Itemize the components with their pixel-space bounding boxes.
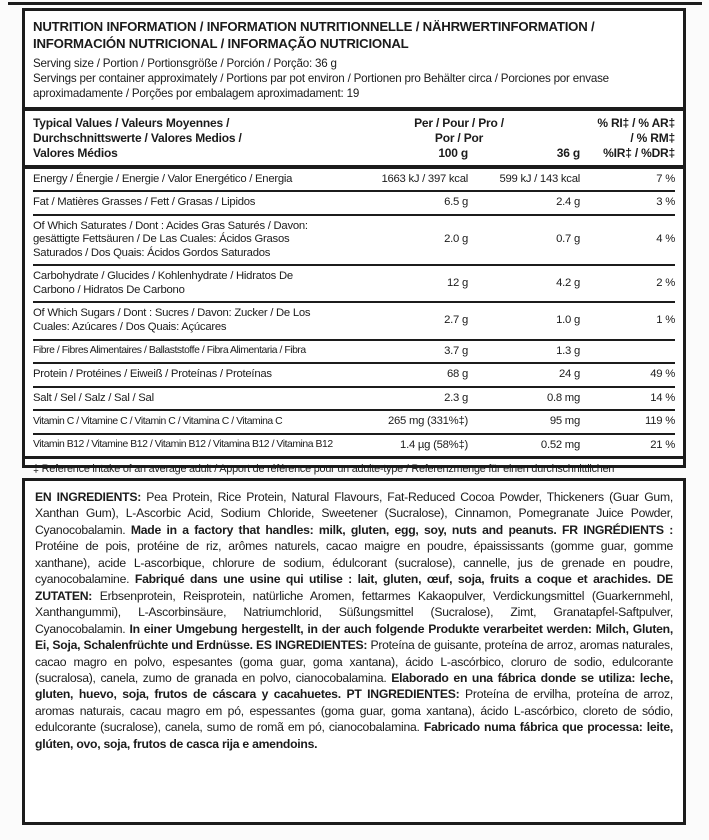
ingredient-segment: Proteína de guisante, proteína de arroz, aromas naturales, cacao magro en polvo, espesantes (goma guar, goma xantana), ácido L-ascórbico, cloruro de sodio, edulcorante (sucralosa), canela, zumo de granada en polvo, cianocobalamina.	[35, 638, 673, 685]
text-line: Por / Por	[434, 130, 484, 145]
table-row	[33, 386, 675, 410]
serving-info	[25, 56, 683, 107]
row-label: Of Which Sugars / Dont : Sucres / Davon: Zucker / De Los Cuales: Azúcares / Dos Quais: Açúcares	[33, 307, 311, 334]
panel-title	[25, 11, 683, 56]
table-row	[33, 409, 675, 433]
ingredient-segment: PT INGREDIENTES:	[346, 687, 466, 702]
header-col-100g: 100 g	[438, 145, 468, 160]
ingredients-panel	[22, 478, 686, 825]
text-line: Durchschnittswerte / Valores Medios /	[33, 130, 242, 145]
table-row	[33, 433, 675, 457]
row-label: Fat / Matières Grasses / Fett / Grasas / Lipidos	[33, 196, 256, 209]
value-per-36g: 0.7 g	[556, 233, 580, 246]
nutrition-table	[25, 169, 683, 457]
servings-per-container: Servings per container approximately / Portions par pot environ / Portionen pro Behälter circa / Porciones por envase aproximadamente / Porções por embalagem aproximadament: 19	[33, 71, 609, 100]
value-per-100g: 12 g	[447, 277, 468, 290]
ingredient-segment: Protéine de pois, protéine de riz, arômes naturels, cacao maigre en poudre, épaississants (gomme guar, gomme xanthane), acide L-ascorbique, chlorure de sodium, édulcorant (sucralose), cannelle, jus de grenade en poudre, cyanocobalamine.	[35, 539, 673, 587]
value-per-36g: 0.8 mg	[546, 391, 580, 404]
value-per-100g: 1663 kJ / 397 kcal	[381, 172, 468, 185]
ingredient-segment: Proteína de ervilha, proteína de arroz, aromas naturais, cacau magro em pó, espessantes (goma guar, goma xantana), ácido L-ascórbico, cloreto de sódio, edulcorante (sucralose), canela, sumo de romã em pó, cianocobalamina.	[35, 687, 674, 735]
table-row	[33, 301, 675, 338]
value-ri-pct: 3 %	[656, 196, 675, 209]
text-line: % RI‡ / % AR‡	[597, 116, 675, 131]
table-row	[33, 362, 675, 386]
value-per-100g: 2.7 g	[444, 314, 468, 327]
value-ri-pct: 2 %	[656, 277, 675, 290]
ingredient-segment: Fabricado numa fábrica que processa: leite, glúten, ovo, soja, frutos de casca rija e amendoins.	[35, 720, 674, 751]
value-per-36g: 0.52 mg	[540, 438, 580, 451]
row-label: Vitamin B12 / Vitamine B12 / Vitamin B12 / Vitamina B12 / Vitamina B12	[33, 439, 333, 451]
text-line: Per / Pour / Pro /	[414, 116, 504, 131]
header-per-lines	[338, 116, 580, 146]
ingredients-text	[25, 481, 683, 758]
value-per-36g: 95 mg	[549, 415, 580, 428]
value-ri-pct: 1 %	[656, 314, 675, 327]
value-ri-pct: 4 %	[656, 233, 675, 246]
text-line: NUTRITION INFORMATION / INFORMATION NUTRITIONNELLE / NÄHRWERTINFORMATION /	[33, 19, 595, 34]
value-per-36g: 599 kJ / 143 kcal	[499, 172, 580, 185]
row-label: Vitamin C / Vitamine C / Vitamin C / Vitamina C / Vitamina C	[33, 415, 283, 427]
row-label: Fibre / Fibres Alimentaires / Ballaststoffe / Fibra Alimentaria / Fibra	[33, 345, 306, 357]
ingredient-segment: Erbsenprotein, Reisprotein, natürliche Aromen, fettarmes Kakaopulver, Verdickungsmittel (Guarkernmehl, Xanthangummi), L-Ascorbinsäure, Natriumchlorid, Süßungsmittel (Sucralose), Zimt, Granatapfel-Saftpulver, Cyanocobalamin.	[35, 588, 673, 636]
table-row	[33, 169, 675, 191]
row-label: Of Which Saturates / Dont : Acides Gras Saturés / Davon: gesättigte Fettsäuren / De Las Cuales: Ácidos Grasos Saturados / Dos Quais: Ácidos Gordos Saturados	[33, 219, 308, 259]
value-ri-pct: 7 %	[656, 172, 675, 185]
ingredient-segment: Made in a factory that handles: milk, gluten, egg, soy, nuts and peanuts.	[130, 522, 563, 537]
table-header	[25, 111, 683, 165]
text-line: %IR‡ / %DR‡	[603, 145, 675, 160]
row-label: Salt / Sel / Salz / Sal / Sal	[33, 391, 154, 404]
row-label: Energy / Énergie / Energie / Valor Energético / Energia	[33, 172, 293, 185]
header-reference-intake	[580, 116, 675, 161]
ingredient-segment: EN INGREDIENTS:	[35, 490, 147, 504]
value-per-100g: 2.3 g	[444, 391, 468, 404]
value-ri-pct: 21 %	[650, 438, 675, 451]
table-row	[33, 214, 675, 265]
header-col-36g: 36 g	[556, 145, 580, 160]
value-per-36g: 1.3 g	[556, 344, 580, 357]
ingredient-segment: Elaborado en una fábrica donde se utiliza: leche, gluten, huevo, soja, frutos de cáscara y cacahuetes.	[35, 670, 673, 702]
reference-footnote: ‡ Reference intake of an average adult / Apport de référence pour un adulte-type / Referenzmenge für einen durchschnittlichen	[33, 463, 615, 476]
serving-size: Serving size / Portion / Portionsgröße / Porción / Porção: 36 g	[33, 56, 337, 70]
value-ri-pct: 119 %	[645, 415, 675, 428]
value-per-100g: 68 g	[447, 368, 468, 381]
value-per-100g: 6.5 g	[444, 196, 468, 209]
text-line: Typical Values / Valeurs Moyennes /	[33, 116, 230, 131]
value-per-36g: 24 g	[559, 368, 580, 381]
ingredient-segment: Pea Protein, Rice Protein, Natural Flavours, Fat-Reduced Cocoa Powder, Thickeners (Guar Gum, Xanthan Gum), L-Ascorbic Acid, Sodium Chloride, Sweetener (Sucralose), Cinnamon, Pomegranate Juice Powder, Cyanocobalamin.	[35, 490, 673, 537]
value-per-100g: 1.4 µg (58%‡)	[400, 438, 468, 451]
ingredient-segment: FR INGRÉDIENTS :	[562, 522, 673, 537]
label-edge-line	[8, 2, 702, 5]
header-typical-values	[33, 116, 338, 161]
ingredient-segment: Fabriqué dans une usine qui utilise : lait, gluten, œuf, soja, fruits a coque et arachides.	[134, 572, 657, 587]
value-per-100g: 2.0 g	[444, 233, 468, 246]
value-per-100g: 265 mg (331%‡)	[387, 415, 468, 428]
ingredient-segment: In einer Umgebung hergestellt, in der auch folgende Produkte verarbeitet werden: Milch, Gluten, Ei, Soja, Schalenfrüchte und Erdnüsse.	[35, 621, 674, 653]
row-label: Protein / Protéines / Eiweiß / Proteínas / Proteínas	[33, 368, 272, 381]
ingredient-segment: ES INGREDIENTES:	[255, 638, 371, 653]
nutrition-panel	[22, 8, 686, 476]
value-per-100g: 3.7 g	[444, 344, 468, 357]
text-line: / % RM‡	[630, 130, 675, 145]
value-ri-pct: 14 %	[650, 391, 675, 404]
text-line: Valores Médios	[33, 145, 118, 160]
table-row	[33, 264, 675, 301]
value-per-36g: 4.2 g	[556, 277, 580, 290]
value-per-36g: 2.4 g	[556, 196, 580, 209]
ingredient-segment: DE ZUTATEN:	[35, 572, 673, 603]
table-row	[33, 190, 675, 214]
value-per-36g: 1.0 g	[556, 314, 580, 327]
text-line: INFORMACIÓN NUTRICIONAL / INFORMAÇÃO NUTRICIONAL	[33, 36, 409, 52]
table-row	[33, 339, 675, 363]
row-label: Carbohydrate / Glucides / Kohlenhydrate / Hidratos De Carbono / Hidratos De Carbono	[33, 270, 293, 296]
header-per-columns	[338, 116, 580, 161]
value-ri-pct: 49 %	[650, 368, 675, 381]
